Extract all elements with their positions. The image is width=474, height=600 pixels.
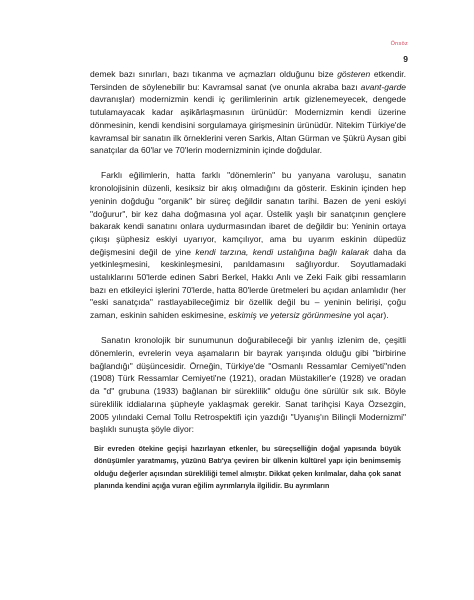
- paragraph-2-text-c: yol açar).: [351, 310, 389, 321]
- block-quote: [90, 443, 406, 493]
- paragraph-1-text-c: davranışlar) modernizmin kendi iç gerilimlerinin artık gizlenemeyecek, dengede tutulamayacak kadar aşikârlaşmasının ürünüdür: Modernizmin kendi üzerine dönmesinin, kendi kendisini sorgulamaya girişmesinin ürünüdür. Nitekim Türkiye'de kavramsal bir sanatın ilk örneklerini veren Sarkis, Altan Gürman ve Şükrü Aysan gibi sanatçılar da 60'lar ve 70'lerin modernizminin içinde doğdular.: [90, 94, 406, 156]
- paragraph-1-text-b: etkendir. Tersinden de söylenebilir bu: Kavramsal sanat (ve onunla akraba bazı: [90, 69, 406, 92]
- paragraph-2-text-a: Farklı eğilimlerin, hatta farklı "dönemlerin" bu yanyana varoluşu, sanatın kronolojisinin düzenli, kesiksiz bir akış olmadığını da gösterir. Eskinin içinden hep yeninin doğduğu "organik" bir süreç değildir sanatın tarihi. Bazen de yeni eskiyi "doğurur", bir kez daha doğmasına yol açar. Üstelik yaşlı bir sanatçının gençlere bakarak kendi sanatını onlara uydurmasından ibaret de değildir bu: Yeninin ortaya çıkışı şüphesiz eskiyi uyarıyor, kamçılıyor, ama bu uyarım eskinin düpedüz değişmesini değil de yine: [90, 170, 406, 257]
- page-header: [391, 40, 408, 65]
- block-quote-text: Bir evreden ötekine geçişi hazırlayan etkenler, bu süreçselliğin doğal yapısında büyük dönüşümler yaratmamış, yüzünü Batı'ya çeviren bir ülkenin kültürel yapı için benimsemiş olduğu değerler açısından sürekliliği temel almıştır. Dikkat çeken kırılmalar, daha çok sanat planında kendini açığa vuran eğilim ayrımlarıyla ilgilidir. Bu ayrımların: [94, 444, 401, 491]
- paragraph-1-emphasis-b: avant-garde: [360, 81, 406, 92]
- paragraph-2-emphasis-b: eskimiş ve yetersiz görünmesine: [228, 310, 352, 321]
- paragraph-3: Sanatın kronolojik bir sunumunun doğurabileceği bir yanlış izlenim de, çeşitli dönemlerin, evrelerin veya aşamaların bir bayrak yarışında olduğu gibi "birbirine bağlandığı" düşüncesidir. Örneğin, Türkiye'de "Osmanlı Ressamlar Cemiyeti"nden (1908) Türk Ressamlar Cemiyeti'ne (1921), oradan Müstakiller'e (1928) ve oradan da "d" grubuna (1933) bağlanan bir süreklilik" olduğu öne sürülür sık sık. Böyle süreklilik iddialarına şüpheyle yaklaşmak gerekir. Sanat tarihçisi Kaya Özsezgin, 2005 yılındaki Cemal Tollu Retrospektifi için yazdığı "Uyanış'ın Bilinçli Modernizmi" başlıklı sunuşta şöyle diyor:: [90, 335, 406, 435]
- paragraph-1: [90, 68, 406, 157]
- page-number: 9: [403, 54, 408, 64]
- paragraph-2: [90, 169, 406, 321]
- section-title: Önsöz: [390, 41, 408, 47]
- paragraph-1-emphasis-a: gösteren: [337, 69, 371, 79]
- paragraph-2-emphasis-a: kendi tarzına, kendi ustalığına bağlı kalarak: [195, 246, 369, 257]
- paragraph-2-text-b: daha da yetkinleşmesini, keskinleşmesini, parıldamasını sağlıyordur. Soyutlamadaki ustalıklarını 50'lerde edinen Sabri Berkel, Hakkı Anlı ve Zeki Faik gibi ressamların bazı en etkileyici işlerini 70'lerde, hatta 80'lerde üretmeleri bu açıdan anlamlıdır (her "eski sanatçıda" rastlayabileceğimiz bir özellik değil bu – yeninin belirişi, çoğu zaman, eskinin sahiden eskimesine,: [90, 246, 406, 321]
- paragraph-1-text-a: demek bazı sınırları, bazı tıkanma ve açmazları olduğunu bize: [90, 69, 338, 79]
- page-body: [90, 68, 406, 493]
